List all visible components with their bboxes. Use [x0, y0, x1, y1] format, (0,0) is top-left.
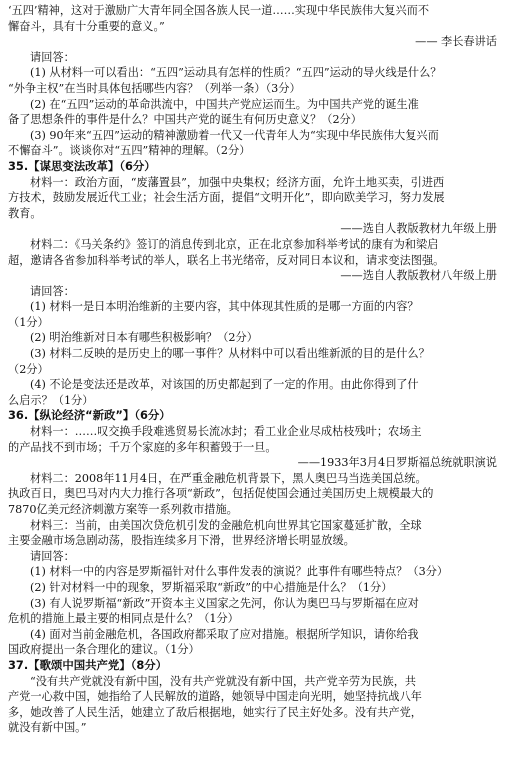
text-line: “没有共产党就没有新中国，没有共产党就没有新中国，共产党辛劳为民族，共: [30, 674, 417, 688]
text-line: 请回答：: [30, 50, 75, 64]
question-heading: 37.【歌颂中国共产党】（8分）: [8, 657, 168, 672]
text-line: 主要金融市场急剧动荡，股指连续多月下滑，世界经济增长明显放缓。: [8, 534, 355, 548]
source-attribution: —— 李长春讲话: [415, 35, 497, 49]
text-line: 材料三：当前，由美国次贷危机引发的金融危机向世界其它国家蔓延扩散，全球: [30, 518, 422, 532]
text-line: (1) 从材料一可以看出：“五四”运动具有怎样的性质？“五四”运动的导火线是什么？: [30, 66, 442, 80]
text-line: (1) 材料一中的内容是罗斯福针对什么事件发表的演说？此事件有哪些特点？（3分）: [30, 565, 449, 579]
text-line: 方技术，鼓励发展近代工业；社会生活方面，提倡“文明开化”，即向欧美学习，努力发展: [8, 191, 445, 205]
text-line: （1分）: [8, 315, 49, 329]
text-line: (3) 材料二反映的是历史上的哪一事件？从材料中可以看出维新派的目的是什么？: [30, 347, 430, 361]
text-line: “外争主权”在当时具体包括哪些内容？（列举一条）（3分）: [8, 81, 301, 95]
text-line: 超，邀请各省参加科举考试的举人，联名上书光绪帝，反对同日本议和，请求变法图强。: [8, 253, 445, 267]
text-line: (1) 材料一是日本明治维新的主要内容，其中体现其性质的是哪一方面的内容？: [30, 300, 419, 314]
text-line: 备了思想条件的事件是什么？中国共产党的诞生有何历史意义？（2分）: [8, 113, 362, 127]
text-line: 懈奋斗，具有十分重要的意义。”: [8, 19, 165, 33]
text-line: (3) 有人说罗斯福“新政”开资本主义国家之先河，你认为奥巴马与罗斯福在应对: [30, 596, 419, 610]
text-line: (2) 针对材料一中的现象，罗斯福采取“新政”的中心措施是什么？（1分）: [30, 580, 393, 594]
text-line: 材料二：《马关条约》签订的消息传到北京，正在北京参加科举考试的康有为和梁启: [30, 237, 439, 251]
text-line: 材料二：2008年11月4日，在严重金融危机背景下，黑人奥巴马当选美国总统。: [30, 471, 427, 485]
text-line: （2分）: [8, 362, 49, 376]
text-line: 请回答：: [30, 549, 75, 563]
source-attribution: ——选自人教版教材九年级上册: [340, 222, 497, 236]
text-line: (2) 明治维新对日本有哪些积极影响？（2分）: [30, 331, 258, 345]
text-line: (2) 在“五四”运动的革命洪流中，中国共产党应运而生。为中国共产党的诞生准: [30, 97, 419, 111]
text-line: 国政府提出一条合理化的建议。（1分）: [8, 643, 200, 657]
text-line: 材料一：……叹交换手段难逃贸易长流冰封；看工业企业尽成枯枝残叶；农场主: [30, 425, 422, 439]
text-line: ‘五四’精神，这对于激励广大青年同全国各族人民一道……实现中华民族伟大复兴而不: [8, 4, 430, 17]
question-heading: 35.【谋思变法改革】（6分）: [8, 158, 156, 173]
source-attribution: ——1933年3月4日罗斯福总统就职演说: [297, 456, 497, 470]
text-line: 材料一：政治方面，“废藩置县”，加强中央集权；经济方面，允许土地买卖，引进西: [30, 175, 445, 189]
source-attribution: ——选自人教版教材八年级上册: [340, 269, 497, 283]
text-line: (4) 不论是变法还是改革，对该国的历史都起到了一定的作用。由此你得到了什: [30, 378, 419, 392]
text-line: 就没有新中国。”: [8, 721, 87, 735]
text-line: 不懈奋斗”。谈谈你对“五四”精神的理解。（2分）: [8, 144, 251, 158]
text-line: 的产品找不到市场；千万个家庭的多年积蓄毁于一旦。: [8, 440, 277, 454]
text-line: 执政百日，奥巴马对内大力推行各项“新政”，包括促使国会通过美国历史上规模最大的: [8, 487, 434, 501]
text-line: 请回答：: [30, 284, 75, 298]
text-line: 教育。: [8, 206, 42, 220]
text-line: 危机的措施上最主要的相同点是什么？（1分）: [8, 612, 239, 626]
text-line: 7870亿美元经济刺激方案等一系列救市措施。: [8, 503, 238, 516]
text-line: 么启示？（1分）: [8, 393, 94, 407]
text-line: 产党一心救中国，她指给了人民解放的道路，她领导中国走向光明，她坚持抗战八年: [8, 690, 422, 704]
text-line: 多，她改善了人民生活，她建立了敌后根据地，她实行了民主好处多。没有共产党，: [8, 705, 422, 719]
text-line: (3) 90年来“五四”运动的精神激励着一代又一代青年人为“实现中华民族伟大复兴而: [30, 128, 439, 142]
question-heading: 36.【纵论经济“新政”】（6分）: [8, 408, 171, 423]
text-line: (4) 面对当前金融危机，各国政府都采取了应对措施。根据所学知识，请你给我: [30, 627, 419, 641]
